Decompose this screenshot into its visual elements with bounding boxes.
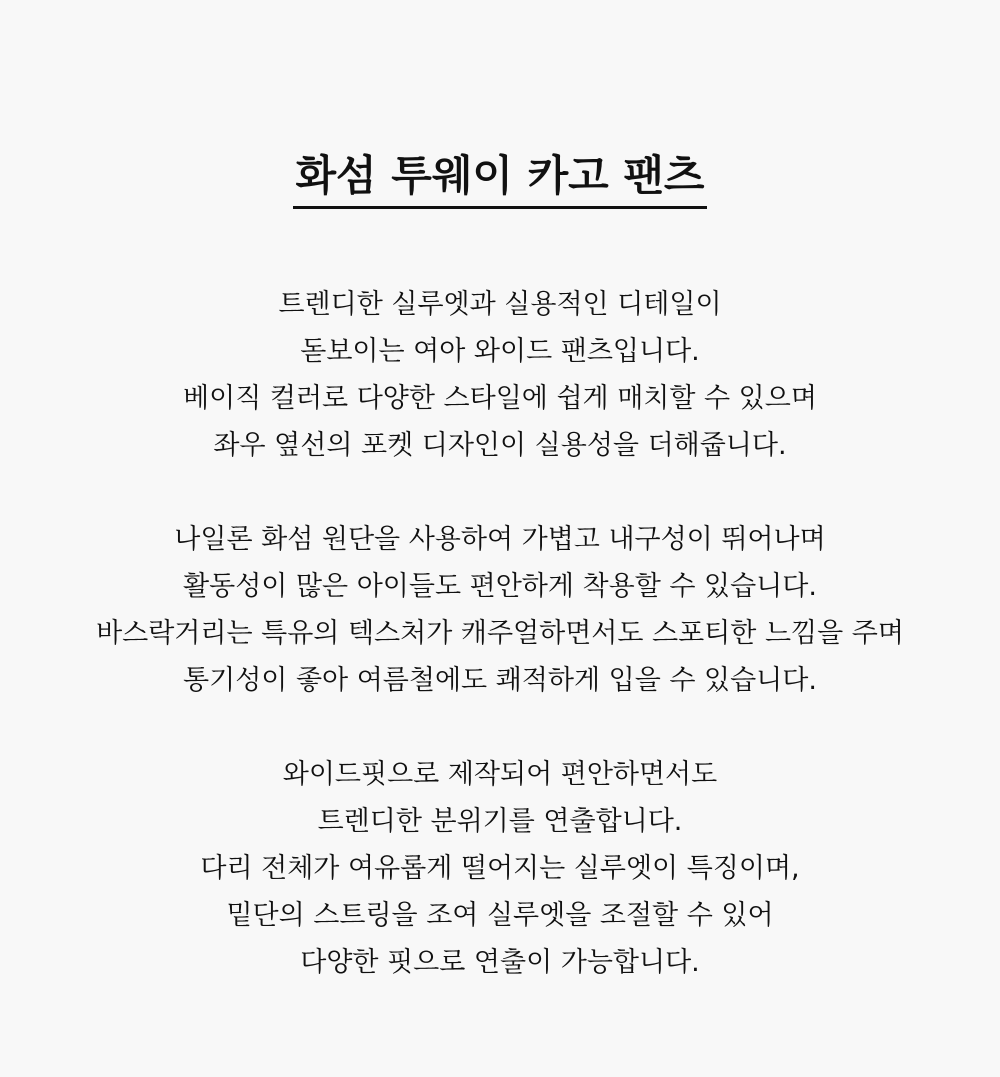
description-line: 나일론 화섬 원단을 사용하여 가볍고 내구성이 뛰어나며	[174, 524, 826, 555]
description-line: 다양한 핏으로 연출이 가능합니다.	[300, 947, 700, 978]
description-line: 밑단의 스트링을 조여 실루엣을 조절할 수 있어	[226, 900, 774, 931]
description-paragraph-design	[0, 281, 1000, 469]
title-container	[0, 148, 1000, 209]
description-line: 통기성이 좋아 여름철에도 쾌적하게 입을 수 있습니다.	[183, 665, 817, 696]
description-line: 트렌디한 분위기를 연출합니다.	[317, 806, 683, 837]
product-title: 화섬 투웨이 카고 팬츠	[293, 148, 706, 209]
description-line: 좌우 옆선의 포켓 디자인이 실용성을 더해줍니다.	[213, 430, 787, 461]
description-line: 다리 전체가 여유롭게 떨어지는 실루엣이 특징이며,	[200, 853, 800, 884]
description-paragraph-fit	[0, 751, 1000, 986]
description-line: 활동성이 많은 아이들도 편안하게 착용할 수 있습니다.	[183, 571, 817, 602]
description-paragraph-material	[0, 516, 1000, 704]
description-line: 바스락거리는 특유의 텍스처가 캐주얼하면서도 스포티한 느낌을 주며	[96, 618, 904, 649]
description-line: 베이직 컬러로 다양한 스타일에 쉽게 매치할 수 있으며	[183, 383, 817, 414]
description-line: 트렌디한 실루엣과 실용적인 디테일이	[278, 289, 722, 320]
description-line: 돋보이는 여아 와이드 팬츠입니다.	[300, 336, 700, 367]
description-line: 와이드핏으로 제작되어 편안하면서도	[282, 759, 718, 790]
